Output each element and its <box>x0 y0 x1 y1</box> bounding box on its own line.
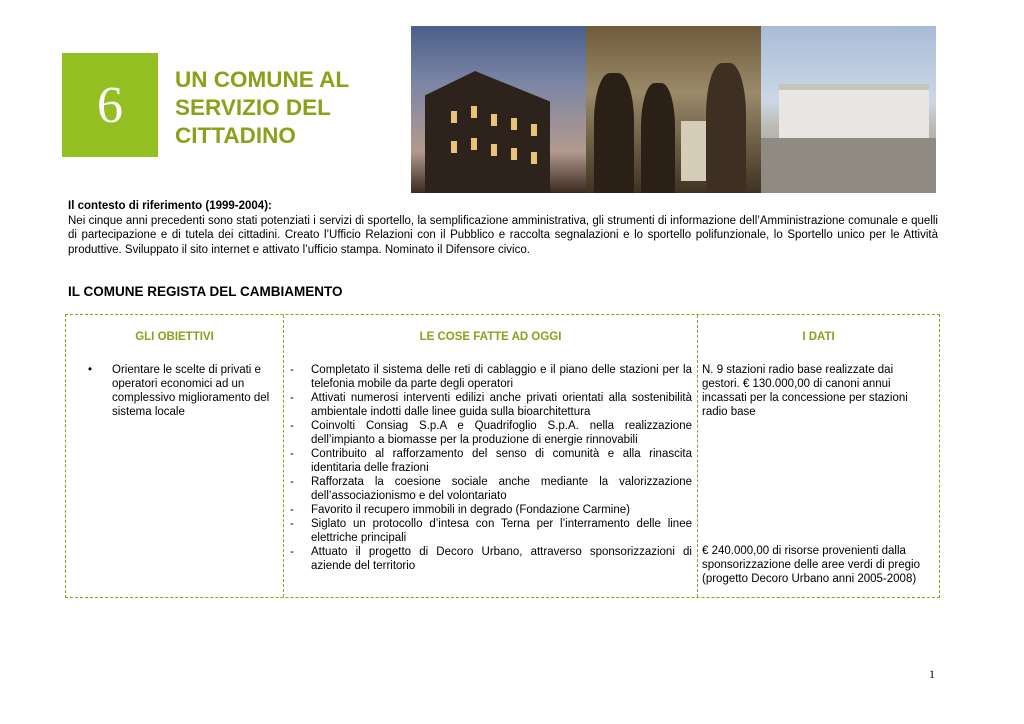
context-paragraph <box>68 199 938 257</box>
chapter-title-line: UN COMUNE AL <box>175 67 350 92</box>
context-text: Nei cinque anni precedenti sono stati potenziati i servizi di sportello, la semplificazione amministrativa, gli strumenti di informazione dell’Amministrazione comunale e quelli di partecipazione e di tutela dei cittadini. Creato l’Ufficio Relazioni con il Pubblico e raccolta segnalazioni e lo sportello polifunzionale, lo Sportello unico per le Attività produttive. Sviluppato il sito internet e attivato l’ufficio stampa. Nominato il Difensore civico. <box>68 214 938 256</box>
depot-building <box>779 84 929 142</box>
page-number: 1 <box>929 667 935 681</box>
list-item: - Attivati numerosi interventi edilizi anche privati orientati alla sostenibilità ambientale indotti dalle linee guida sulla bioarchitettura <box>287 391 692 419</box>
list-item: - Completato il sistema delle reti di cablaggio e il piano delle stazioni per la telefonia mobile da parte degli operatori <box>287 363 692 391</box>
list-item: - Attuato il progetto di Decoro Urbano, attraverso sponsorizzazioni di aziende del territorio <box>287 545 692 573</box>
photo-strip <box>411 26 936 193</box>
column-data <box>698 315 939 597</box>
column-header: GLI OBIETTIVI <box>135 331 214 343</box>
photo-town-hall-evening <box>411 26 586 193</box>
goals-list <box>88 363 278 419</box>
chapter-number-box <box>62 53 158 157</box>
chapter-number: 6 <box>97 76 123 134</box>
list-item: - Rafforzata la coesione sociale anche mediante la valorizzazione dell’associazionismo e del volontariato <box>287 475 692 503</box>
column-header: LE COSE FATTE AD OGGI <box>419 331 562 343</box>
data-entry: N. 9 stazioni radio base realizzate dai gestori. € 130.000,00 di canoni annui incassati per la concessione per stazioni radio base <box>702 364 908 418</box>
list-item: - Contribuito al rafforzamento del senso di comunità e alla rinascita identitaria delle frazioni <box>287 447 692 475</box>
done-list <box>287 363 692 573</box>
list-item: - Favorito il recupero immobili in degrado (Fondazione Carmine) <box>287 503 692 517</box>
section-heading: IL COMUNE REGISTA DEL CAMBIAMENTO <box>68 284 343 299</box>
summary-table <box>65 314 940 598</box>
chapter-title-line: SERVIZIO DEL <box>175 95 331 120</box>
chapter-title <box>175 66 405 150</box>
column-goals <box>66 315 284 597</box>
column-done <box>284 315 698 597</box>
chapter-title-line: CITTADINO <box>175 123 296 148</box>
list-item: • Orientare le scelte di privati e operatori economici ad un complessivo miglioramento del sistema locale <box>88 363 278 419</box>
photo-polling-station <box>586 26 761 193</box>
list-item: - Coinvolti Consiag S.p.A e Quadrifoglio S.p.A. nella realizzazione dell’impianto a biomasse per la produzione di energie rinnovabili <box>287 419 692 447</box>
list-item: - Siglato un protocollo d’intesa con Terna per l’interramento delle linee elettriche principali <box>287 517 692 545</box>
photo-recycling-depot <box>761 26 936 193</box>
column-header: I DATI <box>802 331 835 343</box>
context-label: Il contesto di riferimento (1999-2004): <box>68 200 272 212</box>
data-entry: € 240.000,00 di risorse provenienti dalla sponsorizzazione delle aree verdi di pregio (progetto Decoro Urbano anni 2005-2008) <box>702 545 920 585</box>
